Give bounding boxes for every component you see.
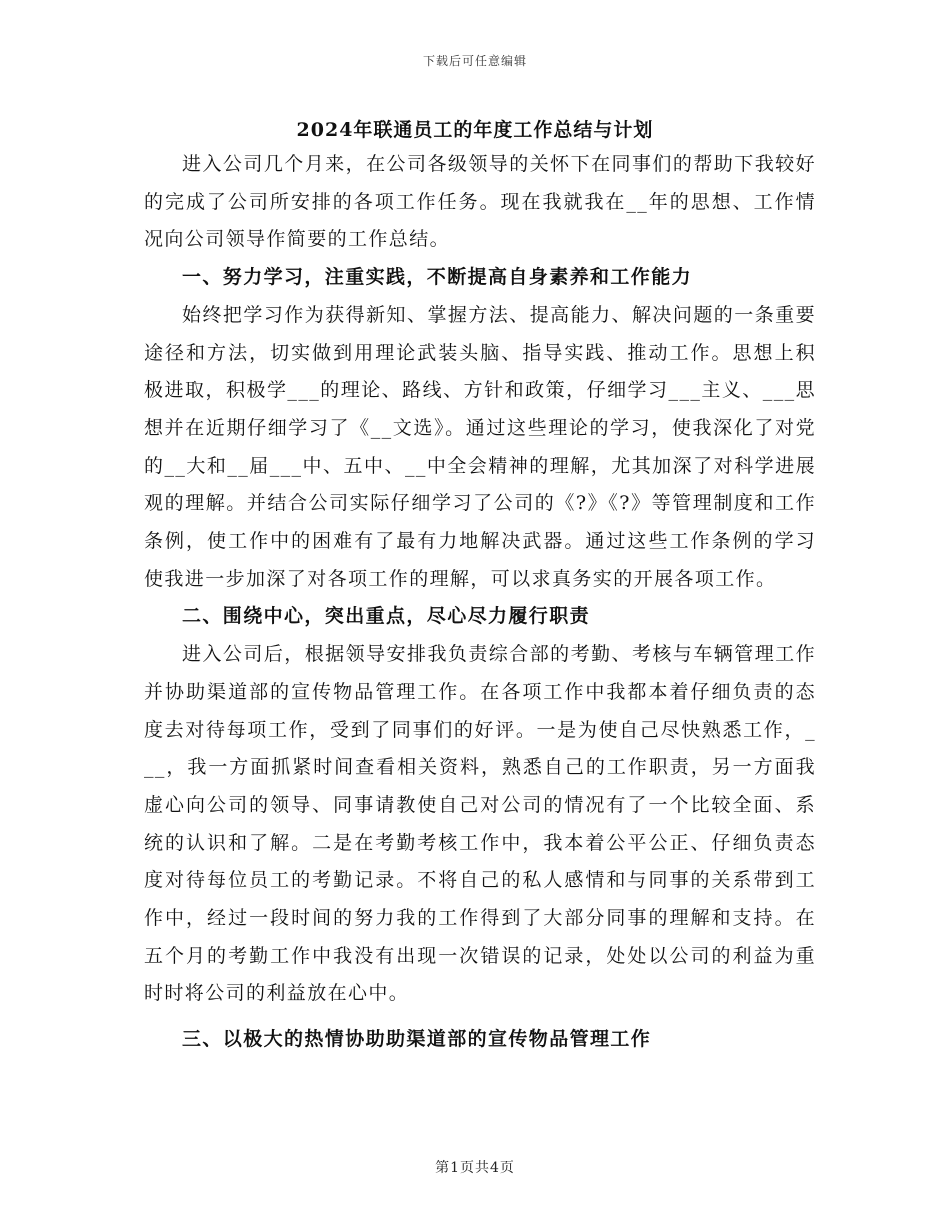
section-heading-3: 三、以极大的热情协助助渠道部的宣传物品管理工作 <box>182 1028 652 1051</box>
document-title: 2024年联通员工的年度工作总结与计划 <box>296 119 654 141</box>
section-2-paragraph: 进入公司后，根据领导安排我负责综合部的考勤、考核与车辆管理工作并协助渠道部的宣传物品管理工作。在各项工作中我都本着仔细负责的态度去对待每项工作，受到了同事们的好评。一是为使自己尽快熟悉工作，___，我一方面抓紧时间查看相关资料，熟悉自己的工作职责，另一方面我虚心向公司的领导、同事请教使自己对公司的情况有了一个比较全面、系统的认识和了解。二是在考勤考核工作中，我本着公平公正、仔细负责态度对待每位员工的考勤记录。不将自己的私人感情和与同事的关系带到工作中，经过一段时间的努力我的工作得到了大部分同事的理解和支持。在五个月的考勤工作中我没有出现一次错误的记录，处处以公司的利益为重时时将公司的利益放在心中。 <box>144 643 816 1005</box>
section-heading-2: 二、围绕中心，突出重点，尽心尽力履行职责 <box>182 605 591 628</box>
document-body <box>144 146 816 1059</box>
header-note: 下载后可任意编辑 <box>422 54 527 68</box>
section-1-paragraph: 始终把学习作为获得新知、掌握方法、提高能力、解决问题的一条重要途径和方法，切实做到用理论武装头脑、指导实践、推动工作。思想上积极进取，积极学___的理论、路线、方针和政策，仔细学习___主义、___思想并在近期仔细学习了《__文选》。通过这些理论的学习，使我深化了对党的__大和__届___中、五中、__中全会精神的理解，尤其加深了对科学进展观的理解。并结合公司实际仔细学习了公司的《?》《?》等管理制度和工作条例，使工作中的困难有了最有力地解决武器。通过这些工作条例的学习使我进一步加深了对各项工作的理解，可以求真务实的开展各项工作。 <box>144 303 816 590</box>
page-number-footer: 第1页共4页 <box>435 1160 515 1176</box>
section-heading-1: 一、努力学习，注重实践，不断提高自身素养和工作能力 <box>182 266 693 289</box>
intro-paragraph: 进入公司几个月来，在公司各级领导的关怀下在同事们的帮助下我较好的完成了公司所安排的各项工作任务。现在我就我在__年的思想、工作情况向公司领导作简要的工作总结。 <box>144 153 816 251</box>
